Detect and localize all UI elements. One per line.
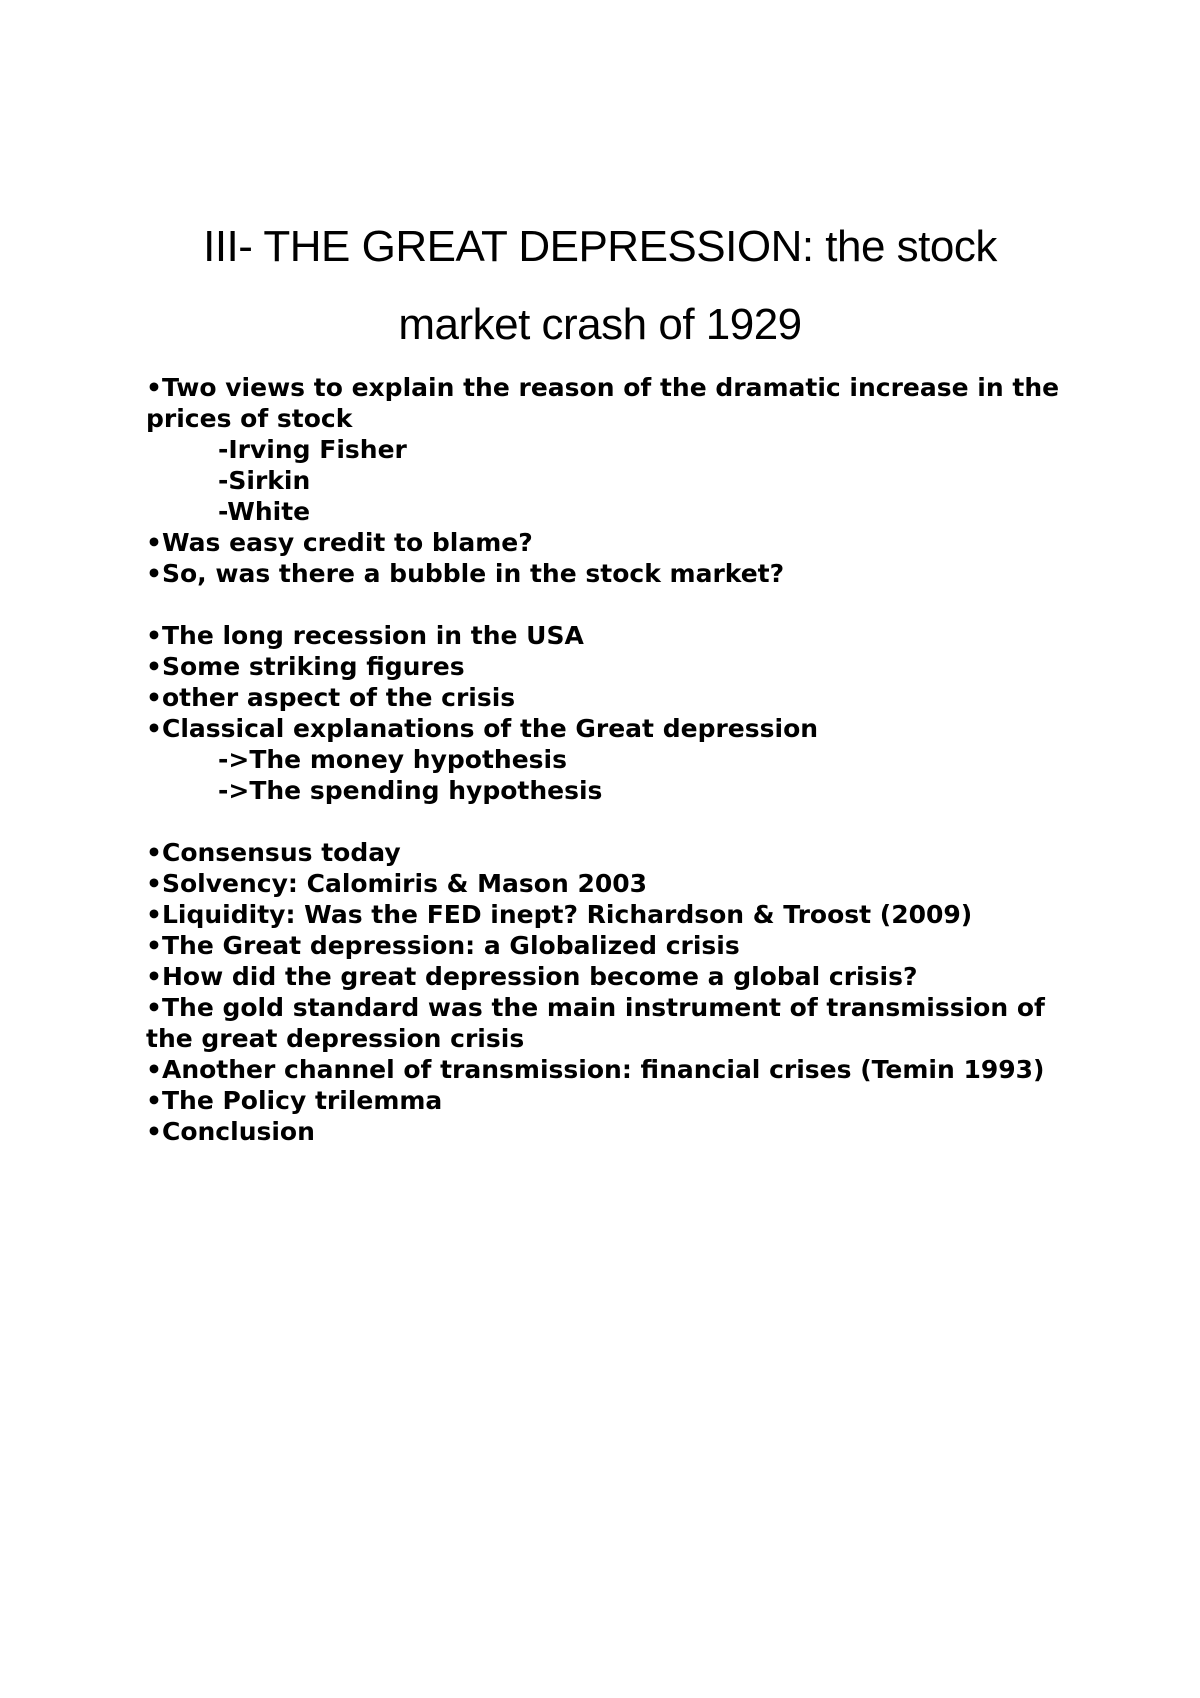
outline-item: •Was easy credit to blame? [146,528,533,557]
outline-subitem: -Irving Fisher [218,435,407,464]
title-line-2: market crash of 1929 [398,300,802,349]
outline-subitem: -White [218,497,311,526]
outline-item: •How did the great depression become a global crisis? [146,962,918,991]
outline-item: •other aspect of the crisis [146,683,516,712]
outline-item: •Solvency: Calomiris & Mason 2003 [146,869,648,898]
outline-item: •Two views to explain the reason of the dramatic increase in the prices of stock [146,373,1060,433]
section-gap [146,806,1076,837]
outline-item: •The gold standard was the main instrument of transmission of the great depression crisis [146,993,1045,1053]
page-title [0,208,1200,364]
outline-list [146,372,1076,1147]
outline-item: •Conclusion [146,1117,315,1146]
outline-item: •Consensus today [146,838,401,867]
title-line-1: III- THE GREAT DEPRESSION: the stock [203,222,997,271]
section-gap [146,589,1076,620]
outline-item: •Another channel of transmission: financial crises (Temin 1993) [146,1055,1045,1084]
outline-item: •Classical explanations of the Great depression [146,714,819,743]
outline-item: •The Policy trilemma [146,1086,443,1115]
outline-item: •Some striking figures [146,652,465,681]
outline-subitem: ->The money hypothesis [218,745,568,774]
outline-subitem: ->The spending hypothesis [218,776,603,805]
outline-item: •The Great depression: a Globalized crisis [146,931,740,960]
outline-subitem: -Sirkin [218,466,311,495]
outline-item: •The long recession in the USA [146,621,584,650]
outline-item: •So, was there a bubble in the stock market? [146,559,785,588]
outline-item: •Liquidity: Was the FED inept? Richardson & Troost (2009) [146,900,973,929]
